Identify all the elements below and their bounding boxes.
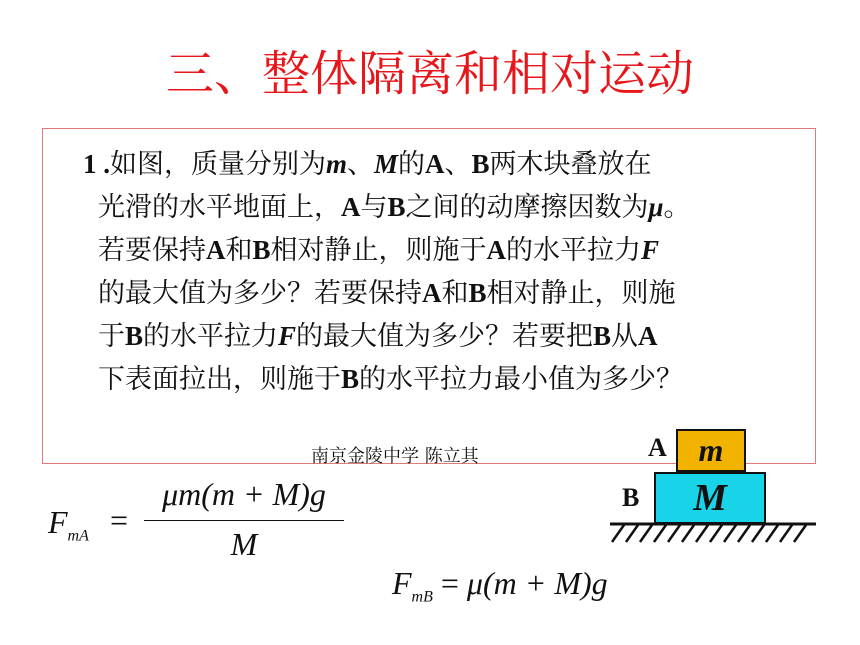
force-subscript: mA (67, 527, 89, 545)
block-A-ref: A (422, 278, 442, 308)
problem-line-5 (83, 315, 813, 358)
problem-line-2 (83, 186, 813, 229)
block-B-ref: B (471, 149, 490, 179)
problem-line-1 (83, 143, 813, 186)
text-segment: 的水平拉力最小值为多少？ (359, 364, 684, 395)
text-segment: 的水平拉力 (143, 321, 279, 352)
variable-mu: μ (648, 192, 664, 222)
text-segment: 如图，质量分别为 (110, 149, 326, 180)
block-a-mass: m (698, 432, 724, 468)
label-a: A (648, 433, 667, 462)
block-B-ref: B (468, 278, 487, 308)
text-segment: 相对静止，则施 (486, 278, 676, 309)
blocks-diagram (600, 425, 822, 550)
author-credit: 南京金陵中学 陈立其 (311, 446, 479, 467)
text-segment: 之间的动摩擦因数为 (405, 192, 649, 223)
problem-box (42, 128, 816, 467)
problem-text (83, 143, 813, 401)
block-b (654, 472, 766, 524)
formula-f-ma (48, 478, 358, 568)
text-segment: 的最大值为多少？若要把 (296, 321, 594, 352)
variable-M: M (374, 149, 399, 179)
label-b: B (622, 483, 640, 512)
text-segment: 和 (441, 278, 469, 309)
text-segment: 从 (611, 321, 639, 352)
page-title: 三、整体隔离和相对运动 (165, 46, 694, 102)
block-B-ref: B (252, 235, 271, 265)
variable-F: F (278, 321, 297, 351)
problem-number: 1 . (83, 149, 110, 179)
text-segment: 两木块叠放在 (489, 149, 652, 180)
ground-surface (610, 522, 816, 544)
variable-F: F (641, 235, 660, 265)
formula-a-lhs (48, 504, 89, 545)
text-segment: 于 (98, 321, 125, 352)
force-symbol: F (48, 504, 68, 540)
text-segment: 。 (663, 192, 691, 223)
variable-m: m (326, 149, 348, 179)
block-B-ref: B (125, 321, 144, 351)
equals-sign: = (110, 502, 129, 538)
text-segment: 的最大值为多少？若要保持 (98, 278, 422, 309)
text-segment: 相对静止，则施于 (270, 235, 487, 266)
force-subscript: mB (411, 588, 433, 606)
block-A-ref: A (341, 192, 361, 222)
block-B-ref: B (387, 192, 406, 222)
block-B-ref: B (341, 364, 360, 394)
formula-a-denominator: M (230, 526, 258, 562)
problem-line-6 (83, 358, 813, 401)
text-segment: 的 (398, 149, 426, 180)
fraction-bar (144, 520, 344, 521)
block-A-ref: A (638, 321, 658, 351)
formula-b-rhs: μ(m + M)g (466, 565, 608, 601)
block-A-ref: A (486, 235, 507, 265)
text-segment: 与 (360, 192, 388, 223)
text-segment: 若要保持 (98, 235, 206, 266)
block-A-ref: A (425, 149, 445, 179)
formula-a-numerator: μm(m + M)g (162, 476, 326, 512)
equals-sign: = (440, 565, 459, 601)
problem-line-3 (83, 229, 813, 272)
text-segment: 、 (347, 149, 375, 180)
text-segment: 下表面拉出，则施于 (98, 364, 341, 395)
block-A-ref: A (206, 235, 226, 265)
block-b-mass: M (693, 477, 727, 519)
block-B-ref: B (593, 321, 612, 351)
block-a (676, 429, 746, 472)
force-symbol: F (392, 565, 412, 601)
text-segment: 光滑的水平地面上， (98, 192, 341, 223)
text-segment: 和 (225, 235, 253, 266)
problem-line-4 (83, 272, 813, 315)
text-segment: 、 (444, 149, 472, 180)
text-segment: 的水平拉力 (506, 235, 642, 266)
formula-f-mb (392, 565, 608, 606)
